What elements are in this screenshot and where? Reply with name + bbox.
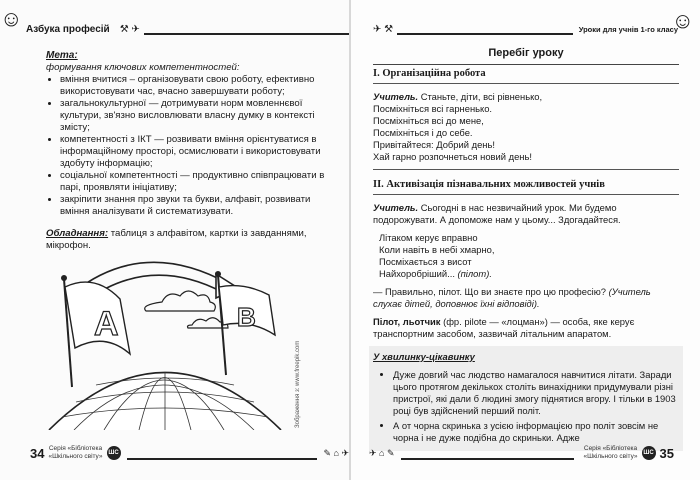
mascot-icon: ☺ [0,6,23,31]
header-rule [144,33,349,35]
list-item: • Дуже довгий час людство намагалося навчитися літати. Заради цього протягом декількох століть винахідники придумували різні пристрої, які дали б людині змогу піднятися вгору. І тільки в 1903 році був здійснений перший політ. [393,369,679,417]
definition: Пілот, льотчик (фр. pilote — «лоцман») — особа, яке керує транспортним засобом, зазвичай літальним апаратом. [373,316,635,339]
page-number: 34 [30,445,45,461]
greeting-line: Хай гарно розпочнеться новий день! [373,151,532,162]
left-content [46,50,330,252]
greeting-line: Привітайтеся: Добрий день! [373,139,495,150]
teacher-intro: Учитель. Сьогодні в нас незвичайний урок. Ми будемо подорожувати. А допоможе нам у цьому... Здогадайтеся. [373,202,621,225]
list-item: • соціальної компетентності — продуктивно співпрацювати в парі, проявляти ініціативу; [60,170,330,194]
riddle-line: Коли навіть в небі хмарно, [379,244,495,255]
greeting-line: Посміхніться і до себе. [373,127,473,138]
section-heading: II. Активізація пізнавальних можливостей учнів [373,176,679,195]
cloud-icon [145,291,216,311]
riddle: Літаком керує вправно Коли навіть в небі хмарно, Посміхається з висот Найхоробріший... (пілот). [373,232,679,280]
header-rule [397,33,573,35]
footer-doodle-icon: ✎ ⌂ ✈ [323,447,349,458]
globe-flags-illustration [44,247,286,430]
left-footer [30,440,349,466]
box-title: У хвилинку-цікавинку [373,351,475,362]
goal-heading: Мета: [46,50,78,61]
series-label: Серія «Бібліотека «Шкільного світу» [583,445,638,460]
section-heading: I. Організаційна робота [373,65,679,84]
riddle-answer: (пілот). [454,268,492,279]
footer-rule [401,446,574,460]
lesson-title: Перебіг уроку [488,47,564,59]
right-footer [369,440,674,466]
right-header-title: Уроки для учнів 1-го класу [578,24,678,34]
right-header [369,18,678,40]
fact-list [373,369,679,444]
series-logo-icon: ШС [107,446,121,460]
speaker-label: Учитель. [373,91,419,102]
flag-letter-b: В [237,302,256,332]
right-content [373,45,679,451]
list-item: • вміння вчитися – організовувати свою роботу, ефективно використовувати час, вчасно завершувати роботу; [60,74,330,98]
riddle-line: Літаком керує вправно [379,232,478,243]
definition-term: Пілот, льотчик [373,316,441,327]
mascot-icon: ☺ [671,8,694,33]
series-label: Серія «Бібліотека «Шкільного світу» [48,445,103,460]
greeting-line: Посміхніться всі до мене, [373,115,484,126]
goal-subheading: формування ключових компетентностей: [46,62,240,73]
dialog: — Правильно, пілот. Що ви знаєте про цю професію? (Учитель слухає дітей, доповнює їхні відповіді). [373,286,651,309]
footer-rule [127,446,318,460]
right-page [351,0,700,480]
left-header-title: Азбука професій [26,23,110,35]
riddle-line: Посміхається з висот [379,256,472,267]
toolbox-icon: ⚒ ✈ [119,23,140,35]
competence-list [46,74,330,218]
image-credit: Зображення з: www.freepik.com [295,340,301,428]
footer-doodle-icon: ✈ ⌂ ✎ [369,447,395,458]
flag-letter-a: А [94,305,119,343]
page-number: 35 [659,445,674,461]
equipment-label: Обладнання: [46,228,109,239]
list-item: • загальнокультурної — дотримувати норм мовленнєвої культури, зв'язно висловлювати власну думку в контексті змісту; [60,98,330,134]
left-header [26,18,349,40]
left-page [0,0,349,480]
list-item: • закріпити знання про звуки та букви, алфавіт, розвивати вміння аналізувати й систематизувати. [60,194,330,218]
fun-fact-box [369,346,683,451]
greeting-line: Посміхніться всі гарненько. [373,103,493,114]
list-item: • А от чорна скринька з усією інформацією про політ зовсім не чорна і не дуже подібна до скриньки. Адже [393,420,679,444]
toolbox-icon: ✈ ⚒ [373,23,394,35]
series-logo-icon: ШС [642,446,656,460]
greeting: Учитель. Станьте, діти, всі рівненько, Посміхніться всі гарненько. Посміхніться всі до мене, Посміхніться і до себе. Привітайтеся: Добрий день! Хай гарно розпочнеться новий день! [373,91,679,163]
equipment-text: таблиця з алфавітом, картки із завданнями, мікрофон. [46,228,307,251]
list-item: • компетентності з ІКТ — розвивати вміння орієнтуватися в інформаційному просторі, осмислювати і використовувати здобуту інформацію; [60,134,330,170]
